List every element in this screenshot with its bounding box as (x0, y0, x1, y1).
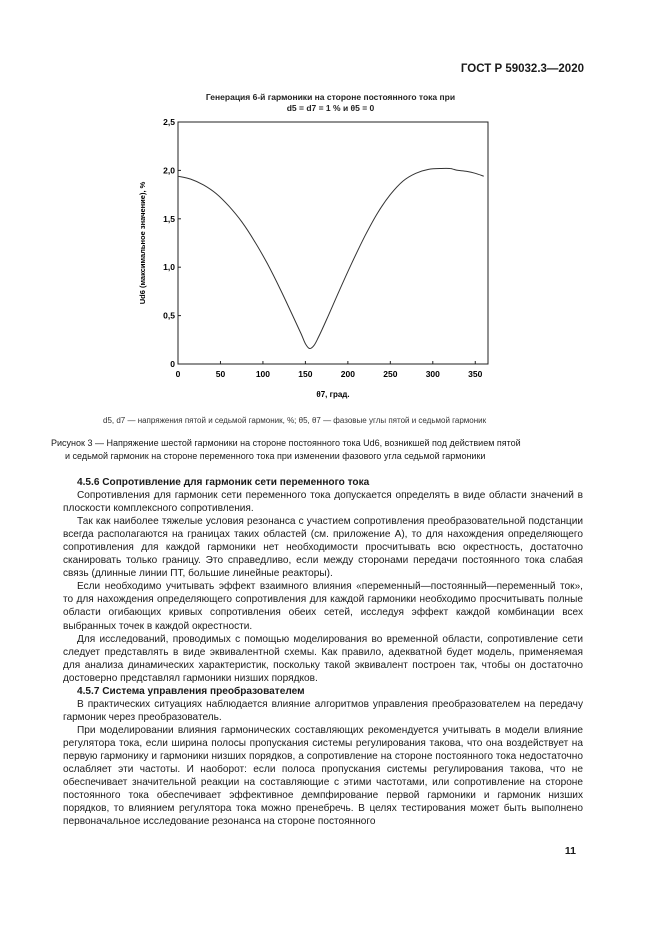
y-tick-label: 1,5 (163, 213, 175, 224)
x-tick-label: 200 (340, 369, 355, 379)
x-tick-label: 100 (255, 369, 271, 379)
x-axis-label: θ7, град. (316, 390, 350, 399)
caption-line2: и седьмой гармоник на стороне переменного тока при изменении фазового угла седьмой гармоники (65, 451, 486, 461)
paragraph: Для исследований, проводимых с помощью моделирования во временной области, сопротивление сети следует представлять в виде эквивалентной схемы. Как правило, адекватной будет модель, применяемая для анализа динамических характеристик, поскольку такой эквивалент построен так, чтобы он достаточно достоверно представлял гармоники низших порядков. (63, 633, 583, 684)
caption-line1: Рисунок 3 — Напряжение шестой гармоники на стороне постоянного тока Ud6, возникшей под действием пятой (51, 438, 521, 448)
y-tick-label: 2,5 (163, 117, 175, 127)
x-tick-label: 0 (175, 369, 181, 379)
paragraph: Так как наиболее тяжелые условия резонанса с участием сопротивления преобразовательной подстанции всегда располагаются на границах таких областей (см. приложение А), то для нахождения определяющего сопротивления для каждой гармоники нет необходимости просчитывать всю окрестность, достаточно сканировать только границу. Это справедливо, если между сторонами передачи постоянного тока слабая связь (длинные линии ПТ, большие линейные реакторы). (63, 516, 583, 580)
section-heading-4-5-7: 4.5.7 Система управления преобразователем (77, 685, 305, 697)
figure-caption (51, 437, 611, 463)
legend-note: d5, d7 — напряжения пятой и седьмой гармоник, %; θ5, θ7 — фазовые углы пятой и седьмой гармоник (103, 416, 487, 425)
x-tick-label: 150 (298, 369, 313, 379)
y-tick-label: 0,5 (163, 310, 175, 321)
y-axis-label: Ud6 (максимальное значение), % (138, 181, 147, 305)
chart-title-line1: Генерация 6-й гармоники на стороне постоянного тока при (205, 92, 456, 102)
x-tick-label: 300 (425, 369, 440, 379)
paragraph: Если необходимо учитывать эффект взаимного влияния «переменный—постоянный—переменный ток», то для нахождения определяющего сопротивления для каждой гармоники необходимо просчитывать полные области огибающих кривых сопротивления обеих сетей, исследуя эффект каждой комбинации всех выбранных точек в каждой окрестности. (63, 581, 583, 632)
paragraph: Сопротивления для гармоник сети переменного тока допускается определять в виде области значений в плоскости комплексного сопротивления. (63, 490, 583, 515)
section-heading-4-5-6: 4.5.6 Сопротивление для гармоник сети переменного тока (77, 477, 370, 488)
series-line (178, 168, 484, 348)
y-tick-label: 0 (170, 359, 175, 369)
x-tick-label: 350 (468, 369, 483, 379)
page-number: 11 (564, 845, 576, 857)
body-text (63, 476, 583, 828)
y-tick-label: 2,0 (163, 165, 175, 176)
chart-title-line2: d5 = d7 = 1 % и θ5 = 0 (286, 103, 375, 113)
x-tick-label: 50 (215, 369, 226, 379)
plot-frame (178, 122, 488, 364)
x-tick-label: 250 (383, 369, 398, 379)
paragraph: В практических ситуациях наблюдается влияние алгоритмов управления преобразователем на передачу гармоник через преобразователь. (63, 698, 583, 723)
harmonic-chart (130, 112, 500, 402)
paragraph: При моделировании влияния гармонических составляющих рекомендуется учитывать в модели влияние регулятора тока, если ширина полосы пропускания системы регулирования такова, что она воздействует на первую гармонику и гармоники низших порядков, а сопротивление на стороне постоянного тока недостаточно ослабляет эти частоты. И наоборот: если полоса пропускания системы регулирования такова, что не обеспечивает значительной реакции на составляющие с этими частотами, или сопротивление на стороне постоянного тока обеспечивает эффективное демпфирование первой гармоники и гармоник низших порядков, то влиянием регулятора тока можно пренебречь. В целях тестирования может быть выполнено первоначальное исследование резонанса на стороне постоянного (63, 724, 583, 828)
chart-title (0, 92, 661, 114)
document-id: ГОСТ Р 59032.3—2020 (460, 63, 584, 75)
y-tick-label: 1,0 (163, 262, 175, 273)
